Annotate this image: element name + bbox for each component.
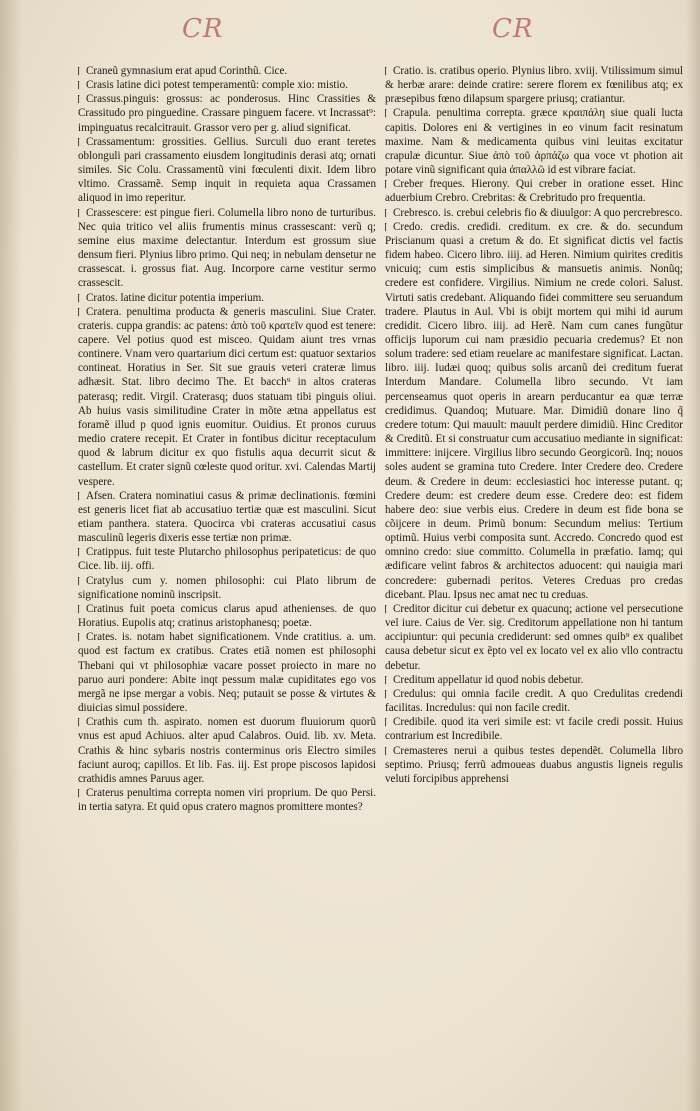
dictionary-entry: ¶ Creditor dicitur cui debetur ex quacunq; actione vel persecutione vel iure. Caius de Ver. sig. Creditorum appellatione non hi tantum accipiuntur: qui pecunia crediderunt: sed omnes quib⁹ ex qualibet causa debetur sicut ex ẽpto vel ex locato vel ex alio vllo contractu debetur. <box>385 602 683 673</box>
dictionary-entry: ¶ Cratylus cum y. nomen philosophi: cui Plato librum de significatione nominũ inscripsit. <box>78 574 376 602</box>
running-head-right: CR <box>492 14 534 44</box>
dictionary-entry: ¶ Cratio. is. cratibus operio. Plynius libro. xviij. Vtilissimum simul & herbæ arare: deinde cratire: serere florem ex fœnilibus atq; ex præsepibus fœno dilapsum spargere priusq; cratiantur. <box>385 64 683 106</box>
dictionary-entry: ¶ Crates. is. notam habet significationem. Vnde cratitius. a. um. quod est factum ex cratibus. Crates etiã nomen est philosophi Thebani qui vt philosophiæ vacare posset proiecto in mare no paruo auri pondere: Abite inqt pessum malæ cupiditates ego vos mergã ne ipse mergar a vobis. Neq; putauit se posse & virtutes & diuicias simul possidere. <box>78 630 376 715</box>
dictionary-entry: ¶ Afsen. Cratera nominatiui casus & primæ declinationis. fœmini est generis licet fiat ab accusatiuo tertiæ quæ est masculini. Sicut etiam panthera. statera. Quocirca vbi crateras accusatiui casus masculinũ legeris dixeris esse tertiæ non primæ. <box>78 489 376 546</box>
dictionary-entry: ¶ Craterus penultima correpta nomen viri proprium. De quo Persi. in tertia satyra. Et quid opus cratero magnos promittere montes? <box>78 786 376 814</box>
dictionary-entry: ¶ Credo. credis. credidi. creditum. ex cre. & do. secundum Priscianum quasi a cretum & do. Et significat dictis vel factis fidem habeo. Cicero libro. iiij. ad Heren. Nimium quirites creditis vnicuiq; cum estis simplicibus & mansuetis animis. Nonũq; credere est confidere. Virgilius. Nimium ne crede colori. Salust. Virtuti satis credebant. Aliquando fidei committere seu seruandum tradere. Plautus in Aul. Vbi is obijt mortem qui mihi id aurum credidit. Cicero libro. iiij. ad Herẽ. Nam cum canes fungũtur officijs luporum cui nam præsidio pecuaria credemus? Et non solum tradere: sed etiam reuelare ac manifestare significat. Lactan. libro. iiij. Iudæi quoq; quibus solis arcanũ dei creditum fuerat Interdum Mandare. Columella libro secundo. Vt iam percenseamus quot operis in arearn perducantur ea quæ terræ credidimus. Quandoq; Mutuare. Mar. Dimidiũ donare lino q̃ credere totum: Qui mauult: mauult perdere dimidiũ. Hinc Creditor & Creditũ. Et si construatur cum accusatiuo mediante in significat: immittere: inijcere. Virgilius libro secundo Georgicorũ. Inq; nouos soles audent se gramina tuto Credere. Inter Credere deo. Credere deum. & Credere in deum: ecclesiastici hoc interesse putant. q; Credere deum: est credere deum esse. Credere deo: est fidem habere deo: siue verbis eius. Credere in deum est fide bona se cõijcere in deum. Primũ bonum: Secundum melius: Tertium optimũ. Huius verbi composita sunt. Accredo. Concredo quod est omnino credo: siue committo. Columella in præfatio. Iamq; qui ædificare velint fabros & architectos aduocent: qui nauigia mari concredere: gubernadi peritos. Veteres Creduas pro credas dicebant. Plau. Ipsus nec amat nec tu creduas. <box>385 220 683 602</box>
binding-shadow <box>0 0 22 1111</box>
edge-shadow <box>686 0 700 1111</box>
right-text-column <box>385 64 683 786</box>
running-head-left: CR <box>182 14 224 44</box>
dictionary-entry: ¶ Cremasteres nerui a quibus testes dependẽt. Columella libro septimo. Priusq; ferrũ admoueas duabus angustis ligneis regulis veluti forcipibus apprehensi <box>385 744 683 786</box>
dictionary-entry: ¶ Creditum appellatur id quod nobis debetur. <box>385 673 683 687</box>
left-text-column <box>78 64 376 814</box>
dictionary-entry: ¶ Cratera. penultima producta & generis masculini. Siue Crater. crateris. cuppa grandis: ac patens: ἀπὸ τοῦ κρατεῖν quod est tenere: capere. Vel potius quod est misceo. Quidam aiunt tres vrnas continere. Vnam vero quartarium dici certum est: quatuor sextarios contineat. Horatius in Ser. Sit sue grauis veteri crateræ limus adhæsit. Stat. libro decimo The. Et bacch⁹ in altos crateras paterasq; redit. Virgil. Craterasq; duos statuam tibi pinguis oliui. Ab huius vasis similitudine Crater in mõte ætna appellatus est foramẽ illud p quod ignis euomitur. Ouidius. Et pronos curuus medio cratere recepit. Et Crater in fontibus dicitur receptaculum quod & labrum dicitur ex quo fistulis aqua decurrit sicut & castellum. Et crater signũ cœleste quod oritur. xvi. Calendas Martij vespere. <box>78 305 376 489</box>
dictionary-entry: ¶ Crassus.pinguis: grossus: ac ponderosus. Hinc Crassities & Crassitudo pro pinguedine. Crassare pinguem facere. vt Incrassat⁹: impinguatus recalcitrauit. Grassor vero per g. aliud significat. <box>78 92 376 134</box>
dictionary-entry: ¶ Credibile. quod ita veri simile est: vt facile credi possit. Huius contrarium est Incredibile. <box>385 715 683 743</box>
dictionary-entry: ¶ Crebresco. is. crebui celebris fio & diuulgor: A quo percrebresco. <box>385 206 683 220</box>
dictionary-entry: ¶ Cratinus fuit poeta comicus clarus apud athenienses. de quo Horatius. Eupolis atq; cratinus aristophanesq; poetæ. <box>78 602 376 630</box>
dictionary-entry: ¶ Crapula. penultima correpta. græce κραιπάλη siue quali lucta capitis. Dolores eni & vertigines in eo vinum facit resinatum maxime. Nam & medicamenta quibus vini leuitas excitatur crapulæ dicuntur. Siue ἀπὸ τοῦ ἁρπάζω qua voce vt photion ait potare vinũ significant quia ἁπαλλῶ id est vibrare faciat. <box>385 106 683 177</box>
dictionary-entry: ¶ Crassescere: est pingue fieri. Columella libro nono de turturibus. Nec quia tritico vel aliis frumentis minus crassescant: verũ q; semine eius maxime delectantur. Interdum est grossum siue densum fieri. Plynius libro primo. Qui neq; in nebulam densetur ne crassescat. i. grossus fiat. Aug. Incorpore carne vestitur sermo crassescit. <box>78 206 376 291</box>
dictionary-entry: ¶ Crathis cum th. aspirato. nomen est duorum fluuiorum quorũ vnus est apud Achiuos. alter apud Calabros. Ouid. lib. xv. Meta. Crathis & hinc sybaris nostris conterminus oris Electro similes faciunt auroq; capillos. Et lib. Fas. iij. Est prope piscosos lapidosi crathidis amnes Paruus ager. <box>78 715 376 786</box>
dictionary-entry: ¶ Creber freques. Hierony. Qui creber in oratione esset. Hinc aduerbium Crebro. Crebritas: & Crebritudo pro frequentia. <box>385 177 683 205</box>
dictionary-entry: ¶ Credulus: qui omnia facile credit. A quo Credulitas credendi facilitas. Incredulus: qui non facile credit. <box>385 687 683 715</box>
dictionary-entry: ¶ Cratos. latine dicitur potentia imperium. <box>78 291 376 305</box>
dictionary-entry: ¶ Crasis latine dici potest temperamentũ: comple xio: mistio. <box>78 78 376 92</box>
running-head <box>0 14 700 54</box>
dictionary-entry: ¶ Crassamentum: grossities. Gellius. Surculi duo erant teretes oblonguli pari crassamento eiusdem longitudinis derasi atq; ornati similes. Sic Colu. Crassamentũ vini fœculenti dixit. Idem libro vltimo. Crassamẽ. Semp inquit in requieta aqua Crassamen aliquod in imo reperitur. <box>78 135 376 206</box>
dictionary-entry: ¶ Craneũ gymnasium erat apud Corinthũ. Cice. <box>78 64 376 78</box>
dictionary-entry: ¶ Cratippus. fuit teste Plutarcho philosophus peripateticus: de quo Cice. lib. iij. offi. <box>78 545 376 573</box>
